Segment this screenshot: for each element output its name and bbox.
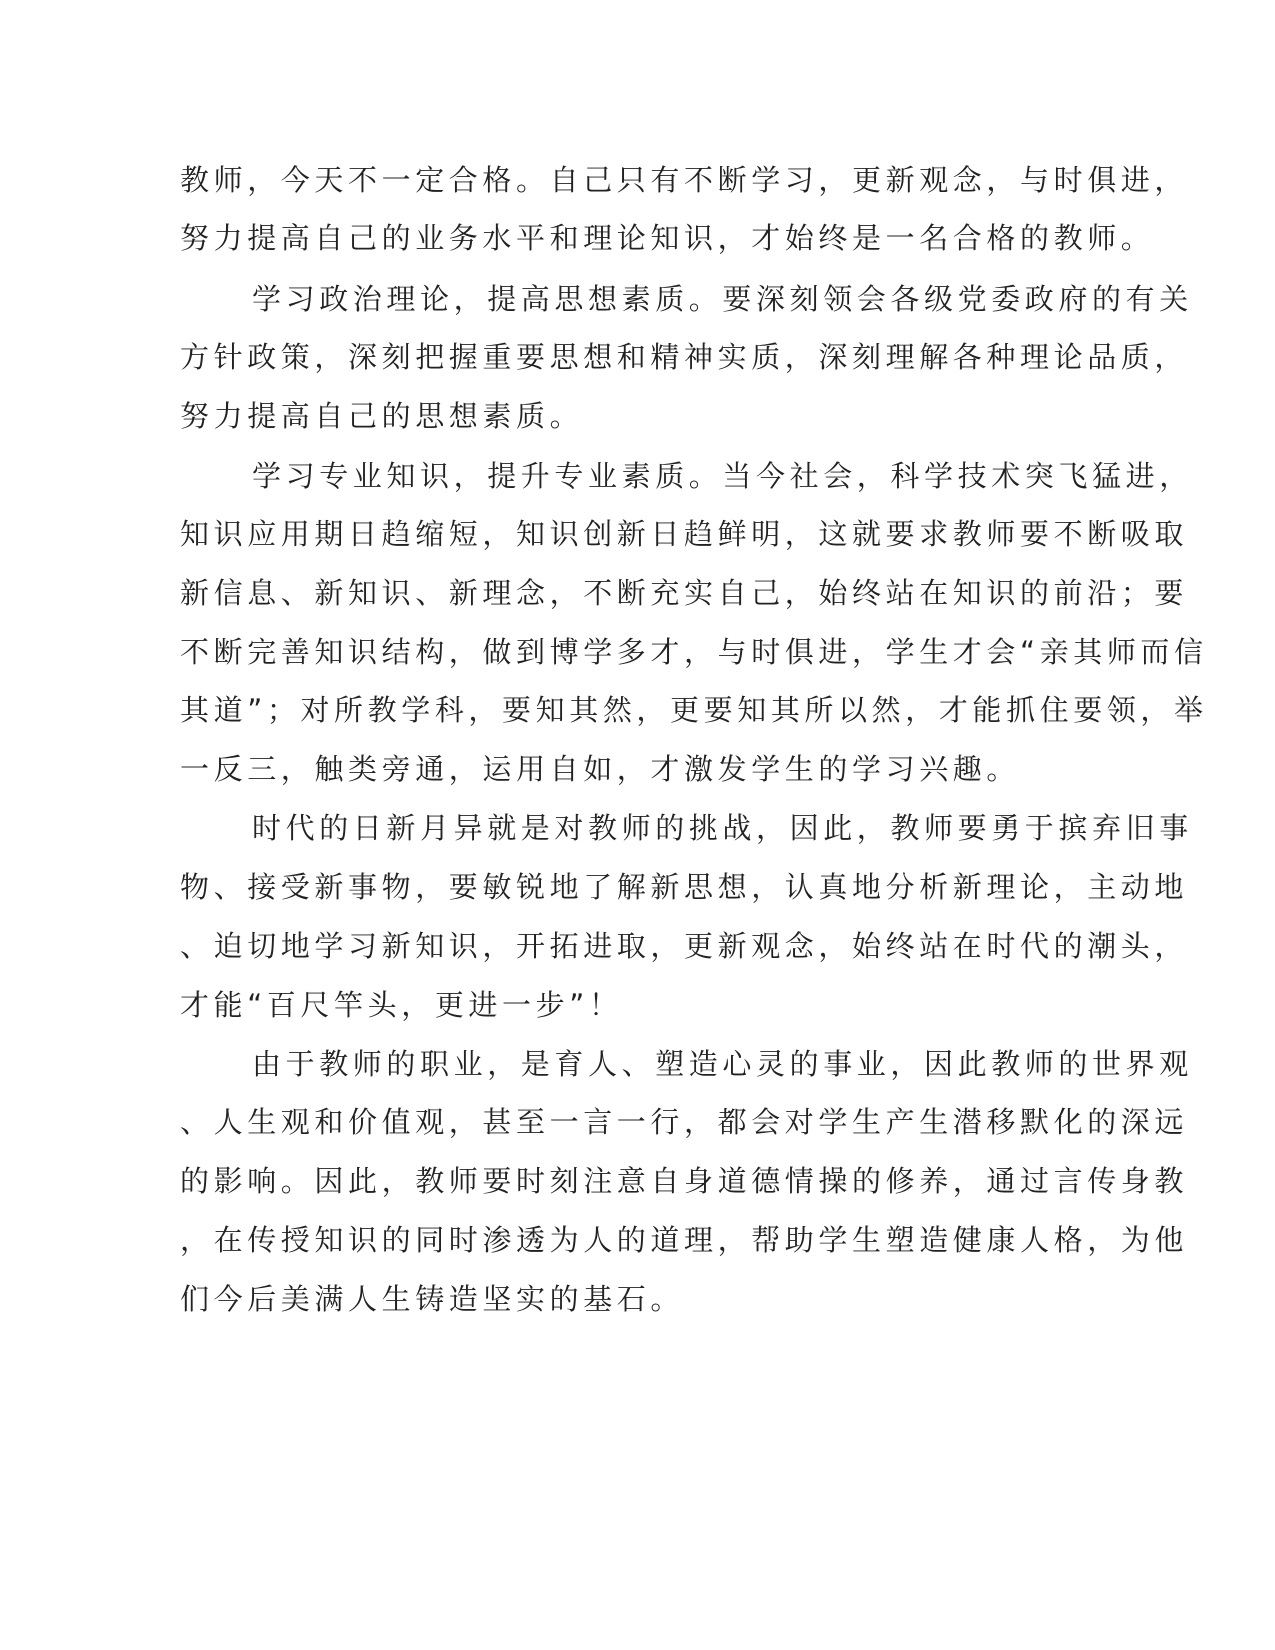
text-line: 物、接受新事物，要敏锐地了解新思想，认真地分析新理论，主动地	[180, 870, 1189, 904]
text-line: 努力提高自己的思想素质。	[180, 399, 584, 433]
text-line: 才能“百尺竿头，更进一步”！	[180, 988, 623, 1022]
text-line: 教师，今天不一定合格。自己只有不断学习，更新观念，与时俱进，	[180, 163, 1189, 197]
text-line: 一反三，触类旁通，运用自如，才激发学生的学习兴趣。	[180, 752, 1021, 786]
text-line: 不断完善知识结构，做到博学多才，与时俱进，学生才会“亲其师而信	[180, 635, 1208, 669]
paragraph-first-line: 时代的日新月异就是对教师的挑战，因此，教师要勇于摈弃旧事	[252, 811, 1193, 845]
text-line: 努力提高自己的业务水平和理论知识，才始终是一名合格的教师。	[180, 221, 1155, 255]
text-line: 、人生观和价值观，甚至一言一行，都会对学生产生潜移默化的深远	[180, 1105, 1189, 1139]
text-line: 们今后美满人生铸造坚实的基石。	[180, 1282, 685, 1316]
paragraph-first-line: 学习专业知识，提升专业素质。当今社会，科学技术突飞猛进，	[252, 459, 1193, 493]
text-line: 知识应用期日趋缩短，知识创新日趋鲜明，这就要求教师要不断吸取	[180, 517, 1189, 551]
text-line: 方针政策，深刻把握重要思想和精神实质，深刻理解各种理论品质，	[180, 340, 1189, 374]
text-line: ，在传授知识的同时渗透为人的道理，帮助学生塑造健康人格，为他	[180, 1223, 1189, 1257]
paragraph-first-line: 由于教师的职业，是育人、塑造心灵的事业，因此教师的世界观	[252, 1047, 1193, 1081]
text-line: 、迫切地学习新知识，开拓进取，更新观念，始终站在时代的潮头，	[180, 929, 1189, 963]
paragraph-first-line: 学习政治理论，提高思想素质。要深刻领会各级党委政府的有关	[252, 282, 1193, 316]
text-line: 的影响。因此，教师要时刻注意自身道德情操的修养，通过言传身教	[180, 1164, 1189, 1198]
text-line: 新信息、新知识、新理念，不断充实自己，始终站在知识的前沿；要	[180, 576, 1189, 610]
text-line: 其道”；对所教学科，要知其然，更要知其所以然，才能抓住要领，举	[180, 693, 1208, 727]
